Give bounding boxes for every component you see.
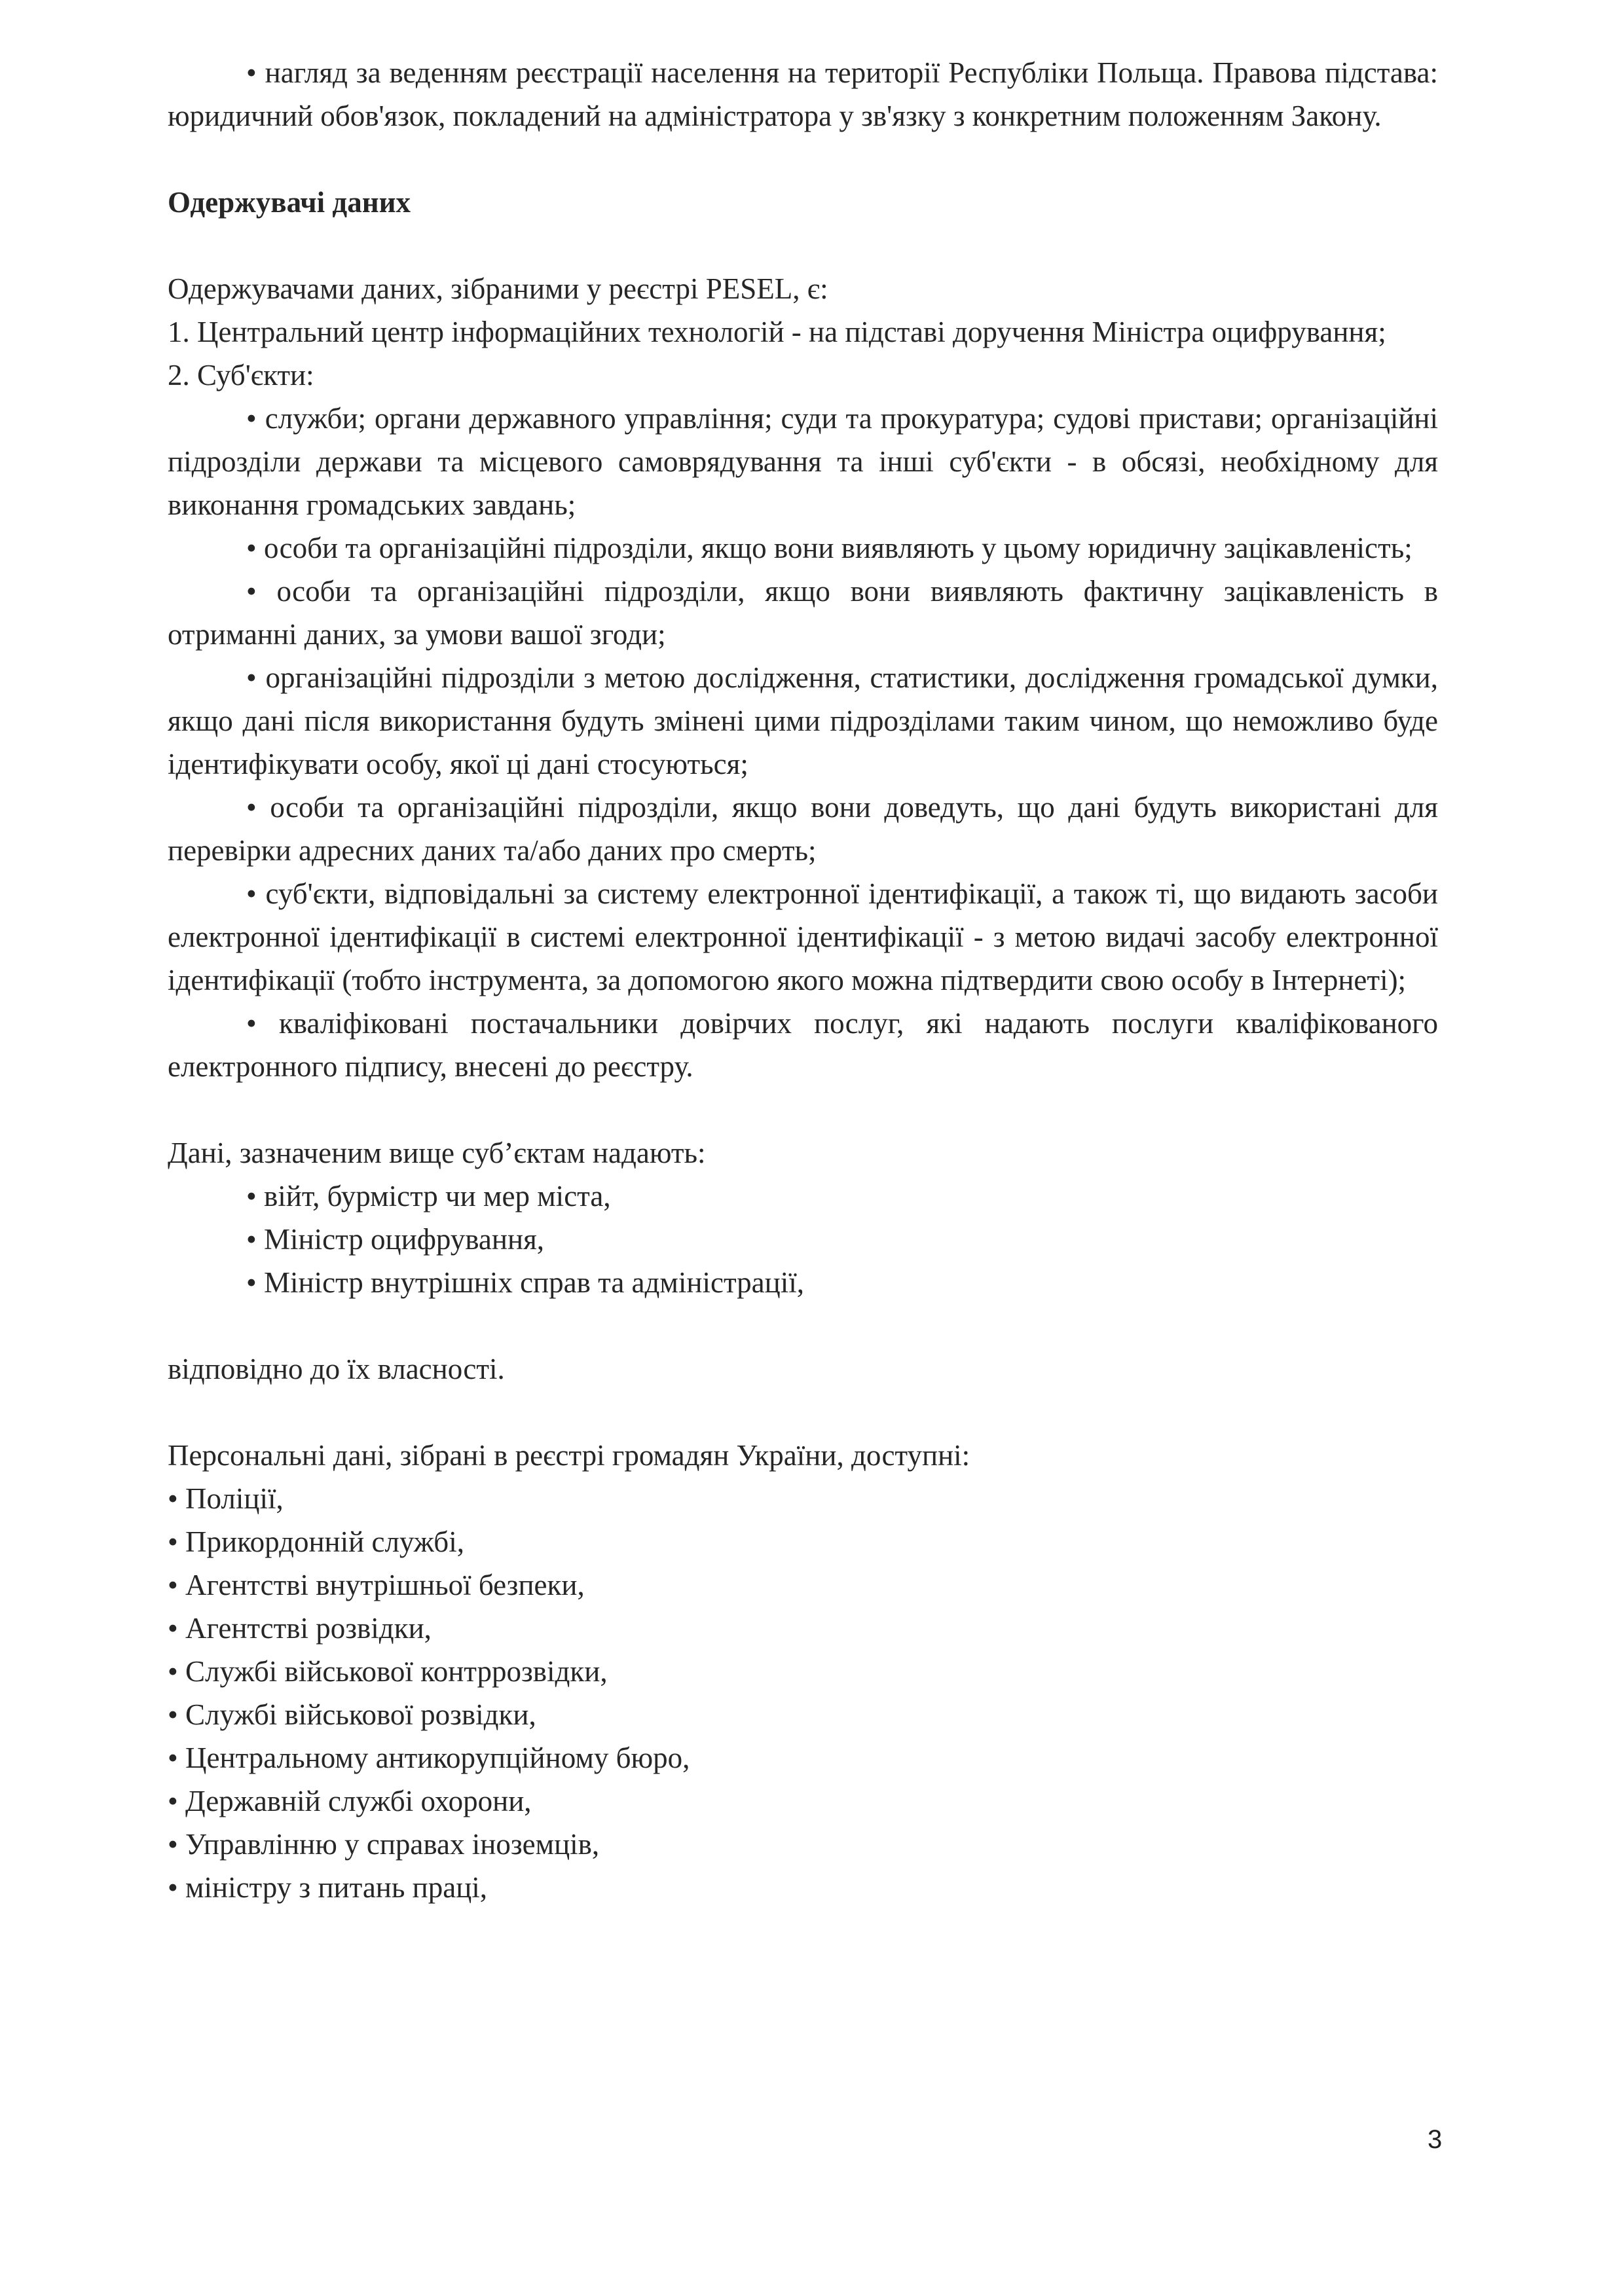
bullet-icon: • xyxy=(246,1266,257,1299)
spacer xyxy=(168,1088,1438,1131)
bullet-icon: • xyxy=(168,1698,178,1731)
subject-bullet xyxy=(168,786,1438,872)
subject-bullet xyxy=(168,872,1438,1002)
bullet-icon: • xyxy=(246,56,257,89)
spacer xyxy=(168,137,1438,181)
provider-text: Міністр оцифрування, xyxy=(264,1223,545,1256)
subject-bullet-text: організаційні підрозділи з метою дослідження, статистики, дослідження громадської думки, якщо дані після використання будуть змінені цими підрозділами таким чином, що неможливо буде ідентифікувати особу, якої ці дані стосуються; xyxy=(168,661,1439,780)
bullet-icon: • xyxy=(246,661,257,694)
provider-item xyxy=(168,1218,1438,1261)
bullet-icon: • xyxy=(168,1741,178,1774)
bullet-icon: • xyxy=(246,1007,257,1040)
registry-access-text: Центральному антикорупційному бюро, xyxy=(185,1741,690,1774)
subject-bullet xyxy=(168,656,1438,786)
bullet-icon: • xyxy=(168,1569,178,1601)
registry-access-text: Прикордонній службі, xyxy=(185,1525,464,1558)
registry-access-item xyxy=(168,1736,1438,1779)
registry-access-text: Державній службі охорони, xyxy=(185,1785,532,1817)
subject-bullet-text: особи та організаційні підрозділи, якщо вони виявляють у цьому юридичну зацікавленість; xyxy=(264,532,1412,564)
intro-bullet-paragraph xyxy=(168,51,1438,137)
subject-bullet xyxy=(168,526,1438,570)
registry-access-item xyxy=(168,1563,1438,1607)
registry-access-text: Службі військової контррозвідки, xyxy=(185,1655,608,1688)
bullet-icon: • xyxy=(246,532,257,564)
registry-access-item xyxy=(168,1520,1438,1563)
registry-access-text: Управлінню у справах іноземців, xyxy=(185,1828,600,1861)
document-page xyxy=(168,51,1438,1909)
bullet-icon: • xyxy=(168,1655,178,1688)
registry-access-text: Поліції, xyxy=(185,1482,284,1515)
recipients-intro: Одержувачами даних, зібраними у реєстрі PESEL, є: xyxy=(168,272,828,305)
provider-item xyxy=(168,1261,1438,1304)
ukraine-registry-intro: Персональні дані, зібрані в реєстрі громадян України, доступні: xyxy=(168,1439,970,1472)
bullet-icon: • xyxy=(246,791,257,824)
subject-bullet xyxy=(168,1002,1438,1088)
spacer xyxy=(168,1391,1438,1434)
provider-text: Міністр внутрішніх справ та адміністрації, xyxy=(264,1266,804,1299)
subject-bullet xyxy=(168,397,1438,526)
subject-bullet-text: суб'єкти, відповідальні за систему електронної ідентифікації, а також ті, що видають засоби електронної ідентифікації в системі електронної ідентифікації - з метою видачі засобу електронної ідентифікації (тобто інструмента, за допомогою якого можна підтвердити свою особу в Інтернеті); xyxy=(168,877,1438,996)
subject-bullet-text: особи та організаційні підрозділи, якщо вони доведуть, що дані будуть використані для перевірки адресних даних та/або даних про смерть; xyxy=(168,791,1438,867)
bullet-icon: • xyxy=(246,1223,257,1256)
registry-access-item xyxy=(168,1866,1438,1909)
spacer xyxy=(168,1304,1438,1347)
providers-intro: Дані, зазначеним вище суб’єктам надають: xyxy=(168,1137,706,1169)
registry-access-item xyxy=(168,1693,1438,1736)
registry-access-text: Агентстві розвідки, xyxy=(185,1612,432,1645)
bullet-icon: • xyxy=(246,575,257,608)
registry-access-item xyxy=(168,1607,1438,1650)
bullet-icon: • xyxy=(246,1180,257,1212)
bullet-icon: • xyxy=(168,1612,178,1645)
bullet-icon: • xyxy=(246,402,257,435)
subject-bullet-text: особи та організаційні підрозділи, якщо вони виявляють фактичну зацікавленість в отриманні даних, за умови вашої згоди; xyxy=(168,575,1438,651)
registry-access-text: міністру з питань праці, xyxy=(185,1871,488,1904)
bullet-icon: • xyxy=(246,877,257,910)
registry-access-item xyxy=(168,1823,1438,1866)
numbered-item-2: 2. Суб'єкти: xyxy=(168,359,314,392)
registry-access-text: Службі військової розвідки, xyxy=(185,1698,536,1731)
bullet-icon: • xyxy=(168,1785,178,1817)
subject-bullet-text: кваліфіковані постачальники довірчих послуг, які надають послуги кваліфікованого електронного підпису, внесені до реєстру. xyxy=(168,1007,1439,1083)
registry-access-text: Агентстві внутрішньої безпеки, xyxy=(185,1569,585,1601)
subject-bullet xyxy=(168,570,1438,656)
bullet-icon: • xyxy=(168,1871,178,1904)
subject-bullet-text: служби; органи державного управління; суди та прокуратура; судові пристави; організаційні підрозділи держави та місцевого самоврядування та інші суб'єкти - в обсязі, необхідному для виконання громадських завдань; xyxy=(168,402,1439,521)
spacer xyxy=(168,224,1438,267)
provider-text: війт, бурмістр чи мер міста, xyxy=(264,1180,611,1212)
registry-access-item xyxy=(168,1477,1438,1520)
bullet-icon: • xyxy=(168,1525,178,1558)
bullet-icon: • xyxy=(168,1828,178,1861)
registry-access-item xyxy=(168,1650,1438,1693)
bullet-icon: • xyxy=(168,1482,178,1515)
intro-bullet-text: нагляд за веденням реєстрації населення на території Республіки Польща. Правова підстава: юридичний обов'язок, покладений на адміністратора у зв'язку з конкретним положенням Закону. xyxy=(168,56,1439,132)
section-heading: Одержувачі даних xyxy=(168,186,411,219)
page-number: 3 xyxy=(1428,2125,1443,2154)
providers-outro: відповідно до їх власності. xyxy=(168,1353,505,1385)
provider-item xyxy=(168,1175,1438,1218)
registry-access-item xyxy=(168,1779,1438,1823)
numbered-item-1: 1. Центральний центр інформаційних технологій - на підставі доручення Міністра оцифрування; xyxy=(168,316,1386,348)
